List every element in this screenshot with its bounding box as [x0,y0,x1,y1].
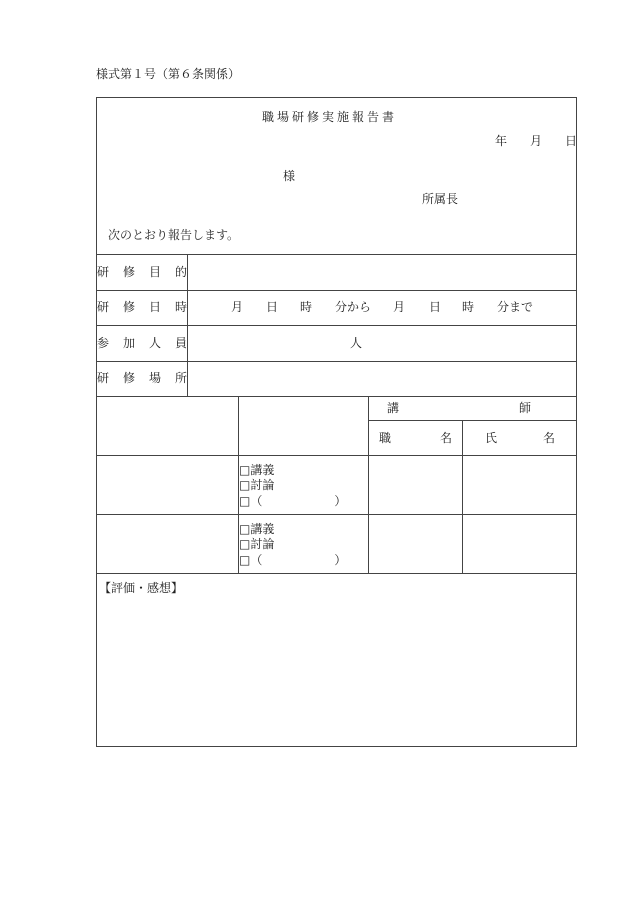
participants-unit[interactable]: 人 [350,336,363,350]
end-day[interactable]: 日 [429,300,442,314]
date-month[interactable]: 月 [530,134,543,148]
checkbox-lecture-1[interactable]: □講義 [239,463,275,477]
end-month[interactable]: 月 [393,300,406,314]
instructor-header-left: 講 [387,401,400,415]
checkbox-other-1[interactable]: □（ ） [239,494,347,508]
checkbox-lecture-2[interactable]: □講義 [239,522,275,536]
name-label-1: 氏 [485,431,498,445]
start-month[interactable]: 月 [231,300,244,314]
end-hour[interactable]: 時 [462,300,475,314]
checkbox-discussion-1[interactable]: □討論 [239,478,275,492]
position-label-2: 名 [440,431,453,445]
purpose-field[interactable] [188,255,575,289]
date-year[interactable]: 年 [495,134,508,148]
start-day[interactable]: 日 [266,300,279,314]
end-minute[interactable]: 分まで [497,300,534,314]
position-label-1: 職 [379,431,392,445]
checkbox-discussion-2[interactable]: □討論 [239,537,275,551]
intro-text: 次のとおり報告します。 [108,228,240,242]
label-participants: 参 加 人 員 [97,336,187,350]
page-title: 職場研修実施報告書 [262,110,398,124]
start-hour[interactable]: 時 [300,300,313,314]
name-label-2: 名 [543,431,556,445]
addressee-suffix: 様 [283,169,296,183]
sender-label: 所属長 [422,192,459,206]
evaluation-field[interactable] [97,600,575,744]
label-datetime: 研 修 日 時 [97,300,187,314]
label-purpose: 研 修 目 的 [97,265,187,279]
evaluation-label: 【評価・感想】 [99,581,184,595]
label-location: 研 修 場 所 [97,371,187,385]
date-day[interactable]: 日 [565,134,578,148]
location-field[interactable] [188,362,575,396]
instructor-header-right: 師 [519,401,532,415]
form-number: 様式第１号（第６条関係） [96,67,241,81]
start-minute[interactable]: 分から [335,300,372,314]
checkbox-other-2[interactable]: □（ ） [239,553,347,567]
